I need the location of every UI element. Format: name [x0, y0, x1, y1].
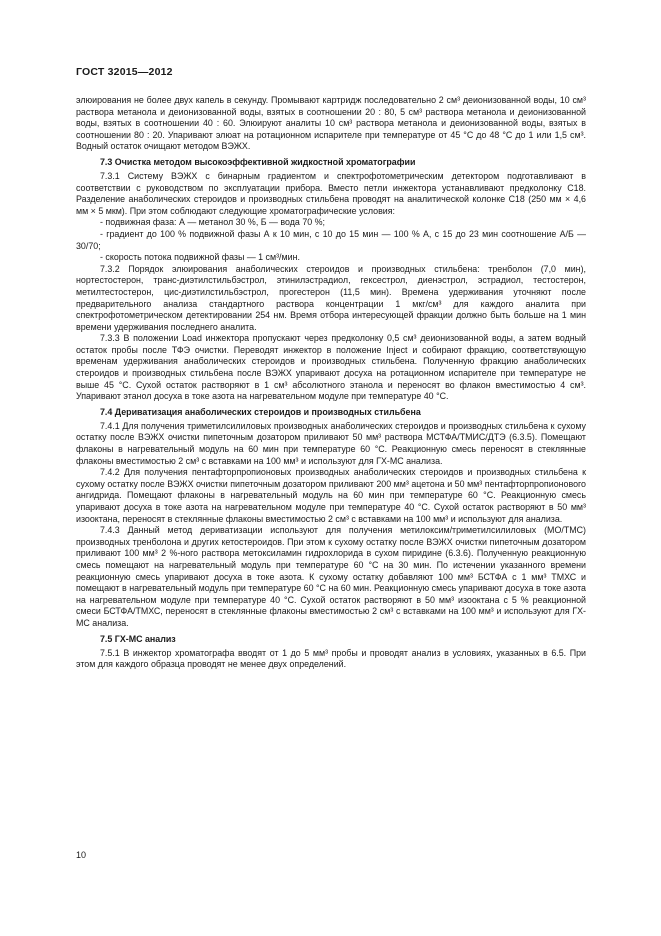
paragraph-7-5-1: 7.5.1 В инжектор хроматографа вводят от 1 до 5 мм³ пробы и проводят анализ в условиях, указанных в 6.5. При этом для каждого образца проводят не менее двух определений.: [76, 647, 586, 670]
condition-mobile-phase: - подвижная фаза: А — метанол 30 %, Б — вода 70 %;: [100, 217, 326, 228]
paragraph-7-4-1: 7.4.1 Для получения триметилсилиловых производных анаболических стероидов и производных стильбена к сухому остатку после ВЭЖХ очистки пипеточным дозатором приливают 50 мм³ раствора МСТФА/ТМИС/ДТЭ (6.3.5). Помещают флаконы в нагревательный модуль на 60 мин при температуре 60 °С. Реакционную смесь переносят в стеклянные флаконы вместимостью 2 см³ с вставками на 100 мм³ и используют для ГХ-МС анализа.: [76, 420, 586, 466]
paragraph-7-4-3: 7.4.3 Данный метод дериватизации используют для получения метилоксим/триметилсилиловых (МО/ТМС) производных тренболона и других кетостероидов. При этом к сухому остатку после ВЭЖХ очистки пипеточным дозатором приливают 100 мм³ 2 %-ного раствора метоксиламин гидрохлорида в сухом пиридине (6.3.6). Полученную реакционную смесь помещают на нагревательный модуль при температуре 60 °С на 30 мин. По истечении указанного времени реакционную смесь упаривают досуха в токе азота. К сухому остатку добавляют 100 мм³ БСТФА с 1 мм³ ТМХС и помещают в нагревательный модуль при температуре 60 °С на 60 мин. Реакционную смесь упаривают досуха в токе азота на нагревательном модуле при температуре 40 °С. Сухой остаток растворяют в 50 мм³ изооктана с 5 % реакционной смеси БСТФА/ТМХС, переносят в стеклянные флаконы вместимостью 2 см³ с вставками на 100 мм³ и используют для ГХ-МС анализа.: [76, 525, 586, 628]
section-heading-7-3: 7.3 Очистка методом высокоэффективной жидкостной хроматографии: [100, 156, 416, 167]
paragraph-7-3-1: 7.3.1 Систему ВЭЖХ с бинарным градиентом и спектрофотометрическим детектором подготавливают в соответствии с руководством по эксплуатации прибора. Вместо петли инжектора устанавливают предколонку С18. Разделение анаболических стероидов и производных стильбена проводят на аналитической колонке С18 (250 мм × 4,6 мм × 5 мкм). При этом соблюдают следующие хроматографические условия:: [76, 170, 586, 216]
paragraph-intro: элюирования не более двух капель в секунду. Промывают картридж последовательно 2 см³ деионизованной воды, 10 см³ раствора метанола и деионизованной воды, взятых в соотношении 20 : 80, 5 см³ раствора метанола и деионизованной воды, взятых в соотношении 40 : 60. Элюируют аналиты 10 см³ раствора метанола и деионизованной воды, взятых в соотношении 80 : 20. Упаривают элюат на ротационном испарителе при температуре от 45 °С до 48 °С до 1 или 1,5 см³. Водный остаток очищают методом ВЭЖХ.: [76, 95, 586, 152]
condition-gradient: - градиент до 100 % подвижной фазы А к 10 мин, с 10 до 15 мин — 100 % А, с 15 до 23 мин соотношение А/Б — 30/70;: [76, 228, 586, 251]
document-id: ГОСТ 32015—2012: [76, 66, 173, 78]
section-heading-7-5: 7.5 ГХ-МС анализ: [100, 633, 176, 644]
paragraph-7-3-2: 7.3.2 Порядок элюирования анаболических стероидов и производных стильбена: тренболон (7,0 мин), нортестостерон, транс-диэтилстильбэстрол, этинилэстрадиол, гексестрол, диенэстрол, эстрадиол, тестостерон, метилтестостерон, цис-диэтилстильбэстрол, прогестерон (11,5 мин). Времена удерживания уточняют после предварительного анализа стандартного раствора концентрации 1 мкг/см³ для каждого аналита при спектрофотометрическом детектировании 254 нм. Время отбора интересующей фракции должно быть больше на 1 мин времени удерживания последнего аналита.: [76, 263, 586, 332]
section-heading-7-4: 7.4 Дериватизация анаболических стероидов и производных стильбена: [100, 406, 421, 417]
paragraph-7-4-2: 7.4.2 Для получения пентафторпропионовых производных анаболических стероидов и производных стильбена к сухому остатку после ВЭЖХ очистки пипеточным дозатором приливают 200 мм³ ацетона и 50 мм³ пентафторпропионового ангидрида. Помещают флаконы в нагревательный модуль на 60 мин при температуре 60 °С. Реакционную смесь упаривают досуха в токе азота на нагревательном модуле при температуре 40 °С. Сухой остаток растворяют в 50 мм³ изооктана, переносят в стеклянные флаконы вместимостью 2 см³ с вставками на 100 мм³ и используют для анализа.: [76, 467, 586, 524]
page-number: 10: [76, 850, 87, 860]
document-body: [76, 95, 586, 671]
paragraph-7-3-3: 7.3.3 В положении Load инжектора пропускают через предколонку 0,5 см³ деионизованной воды, а затем водный остаток пробы после ТФЭ очистки. Переводят инжектор в положение Inject и собирают фракцию, соответствующую временам удерживания анаболических стероидов и производных стильбена. Полученную фракцию анаболических стероидов и производных стильбена после ВЭЖХ упаривают досуха на ротационном испарителе при температуре не выше 45 °С. Сухой остаток растворяют в 1 см³ абсолютного этанола и переносят во флакон вместимостью 4 см³. Упаривают этанол досуха в токе азота на нагревательном модуле при температуре 40 °С.: [76, 333, 586, 402]
condition-flow-rate: - скорость потока подвижной фазы — 1 см³/мин.: [100, 252, 300, 263]
